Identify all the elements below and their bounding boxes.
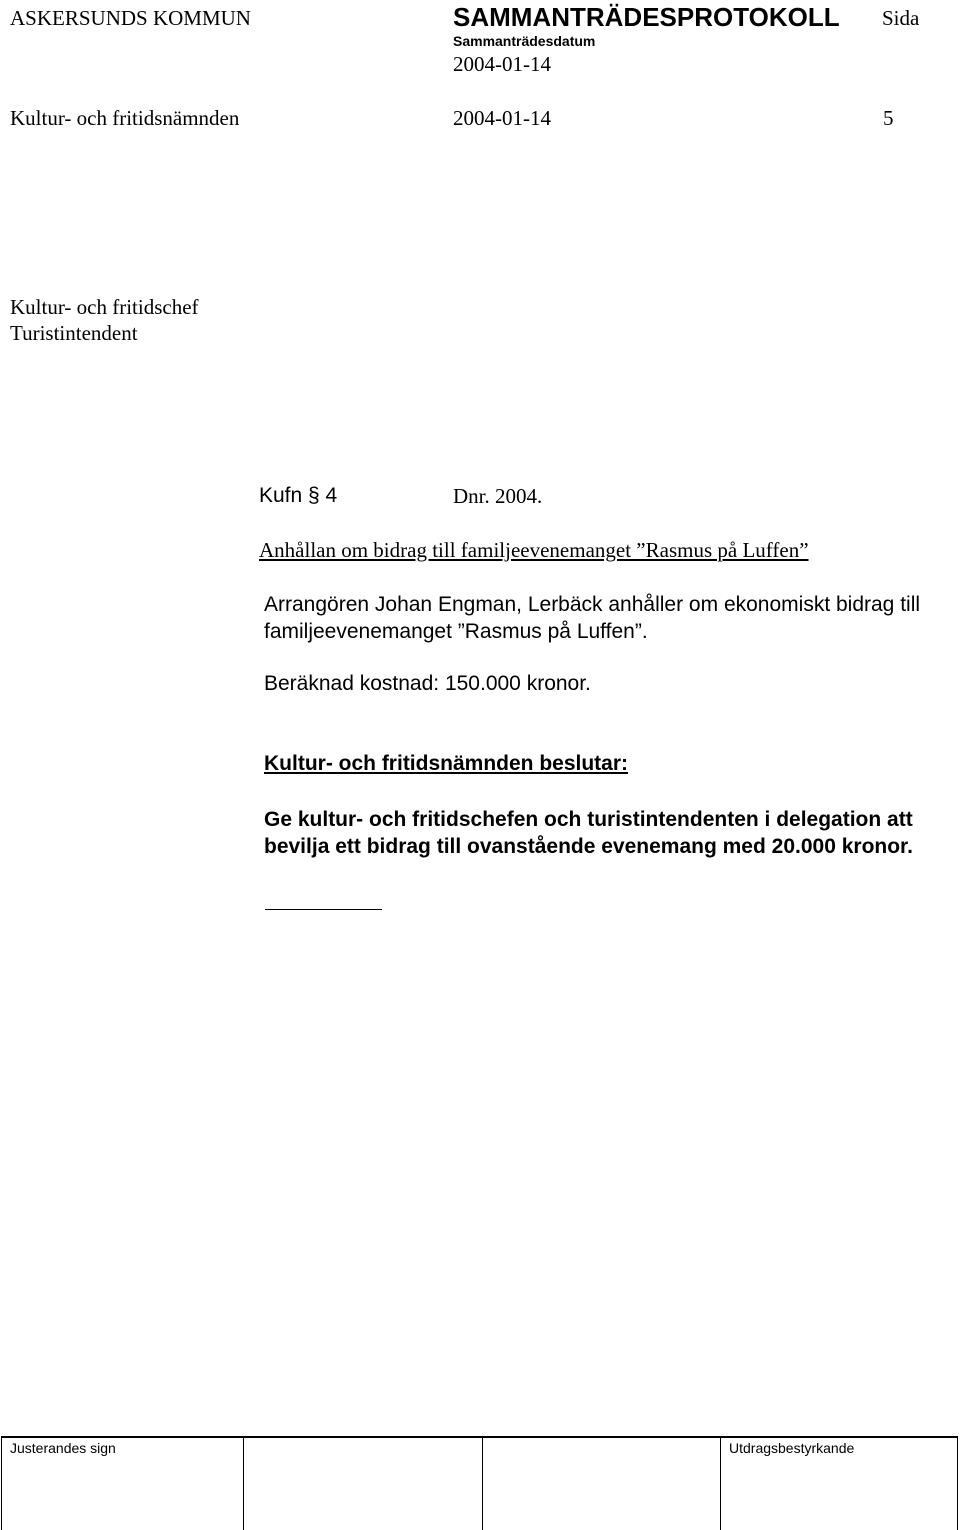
end-rule <box>265 909 382 910</box>
protocol-title: SAMMANTRÄDESPROTOKOLL <box>453 2 840 32</box>
estimated-cost: Beräknad kostnad: 150.000 kronor. <box>264 672 591 695</box>
diary-number: Dnr. 2004. <box>453 484 543 508</box>
justerandes-sign-label: Justerandes sign <box>10 1440 116 1456</box>
page-label: Sida <box>882 6 920 30</box>
signature-cell <box>482 1438 720 1530</box>
utdragsbestyrkande-label: Utdragsbestyrkande <box>729 1440 855 1456</box>
recipient: Kultur- och fritidschef <box>10 295 199 319</box>
signature-table <box>1 1436 958 1530</box>
decision-text: Ge kultur- och fritidschefen och turistintendenten i delegation att bevilja ett bidrag till ovanstående evenemang med 20.000 kronor. <box>264 808 913 858</box>
committee-name: Kultur- och fritidsnämnden <box>10 106 240 130</box>
paragraph-reference: Kufn § 4 <box>259 484 338 507</box>
decision-heading: Kultur- och fritidsnämnden beslutar: <box>264 752 629 775</box>
signature-cell <box>243 1438 482 1530</box>
signature-cell-justerandes <box>2 1438 243 1530</box>
municipality-name: ASKERSUNDS KOMMUN <box>10 6 251 30</box>
meeting-date-value: 2004-01-14 <box>453 52 551 76</box>
signature-cell-utdrag <box>720 1438 957 1530</box>
meeting-date-label: Sammanträdesdatum <box>453 33 596 49</box>
case-description: Arrangören Johan Engman, Lerbäck anhåller om ekonomiskt bidrag till familjeevenemanget ”Rasmus på Luffen”. <box>264 593 921 643</box>
case-title: Anhållan om bidrag till familjeevenemanget ”Rasmus på Luffen” <box>259 538 809 562</box>
recipient: Turistintendent <box>10 321 138 345</box>
meeting-date: 2004-01-14 <box>453 106 551 130</box>
page-number: 5 <box>883 106 894 130</box>
